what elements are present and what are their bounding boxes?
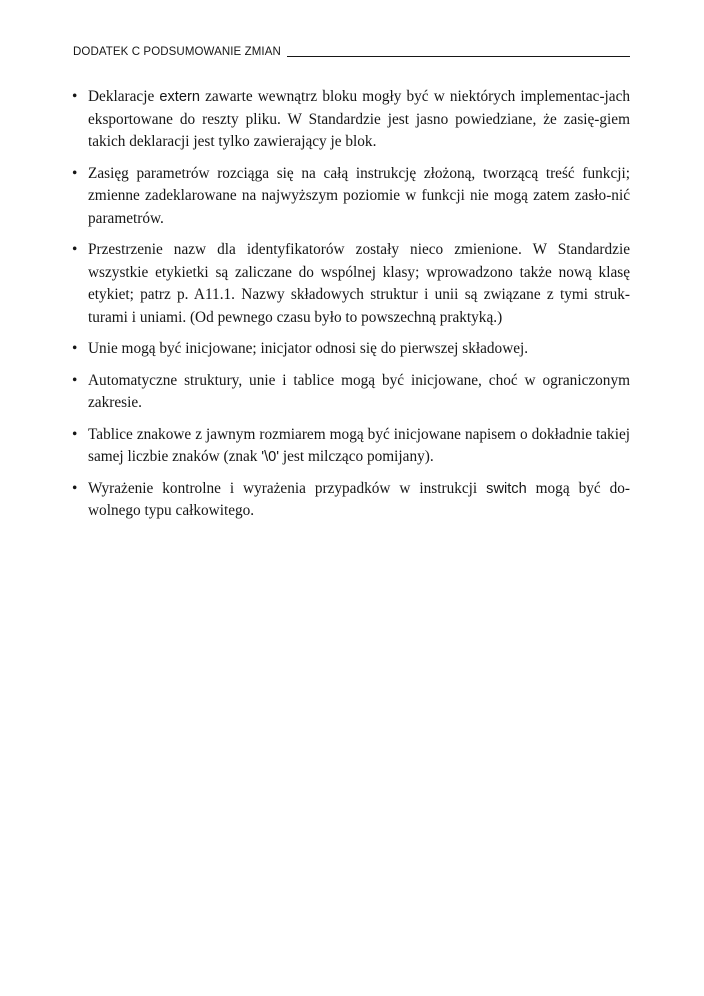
list-item [72, 338, 630, 361]
list-item-text: Wyrażenie kontrolne i wyrażenia przypadków w instrukcji [88, 479, 487, 497]
bullet-icon: • [72, 479, 78, 497]
bullet-icon: • [72, 340, 78, 357]
list-item [72, 424, 630, 469]
running-head [73, 45, 630, 59]
list-item [72, 239, 630, 329]
list-item [72, 163, 630, 231]
code-term: switch [486, 480, 527, 497]
running-head-rule [287, 56, 630, 57]
bullet-icon: • [72, 241, 78, 258]
list-item-text: Unie mogą być inicjowane; inicjator odnosi się do pierwszej składowej. [88, 340, 529, 357]
list-item-text: jest milcząco pomijany). [279, 448, 434, 465]
change-list [72, 86, 630, 532]
bullet-icon: • [72, 371, 78, 389]
list-item-text: Deklaracje [88, 88, 160, 105]
list-item [72, 86, 630, 154]
list-item-text: mogą być do-wolnego typu całkowitego. [88, 479, 631, 519]
list-item [72, 370, 630, 415]
code-term: extern [159, 89, 200, 105]
list-item-text: Tablice znakowe z jawnym rozmiarem mogą być inicjowane napisem o dokładnie takiej samej liczbie znaków (znak [88, 425, 630, 465]
running-head-text: DODATEK C PODSUMOWANIE ZMIAN [73, 46, 281, 58]
bullet-icon: • [72, 88, 78, 105]
list-item-text: zawarte wewnątrz bloku mogły być w niektórych implementac-jach eksportowane do reszty pliku. W Standardzie jest jasno powiedziane, że zasię-giem takich deklaracji jest tylko zawierający je blok. [88, 88, 631, 150]
bullet-icon: • [72, 425, 78, 443]
list-item-text: Automatyczne struktury, unie i tablice mogą być inicjowane, choć w ograniczonym zakresie. [88, 371, 630, 411]
list-item-text: Przestrzenie nazw dla identyfikatorów zostały nieco zmienione. W Standardzie wszystkie etykietki są zaliczane do wspólnej klasy; wprowadzono także nową klasę etykiet; patrz p. A11.1. Nazwy składowych struktur i unii są związane z tymi struk-turami i uniami. (Od pewnego czasu było to powszechną praktyką.) [88, 241, 630, 326]
list-item [72, 478, 630, 523]
bullet-icon: • [72, 164, 78, 182]
code-term: '\0' [261, 449, 280, 465]
list-item-text: Zasięg parametrów rozciąga się na całą instrukcję złożoną, tworzącą treść funkcji; zmienne zadeklarowane na najwyższym poziomie w funkcji nie mogą zatem zasło-nić parametrów. [88, 164, 630, 227]
